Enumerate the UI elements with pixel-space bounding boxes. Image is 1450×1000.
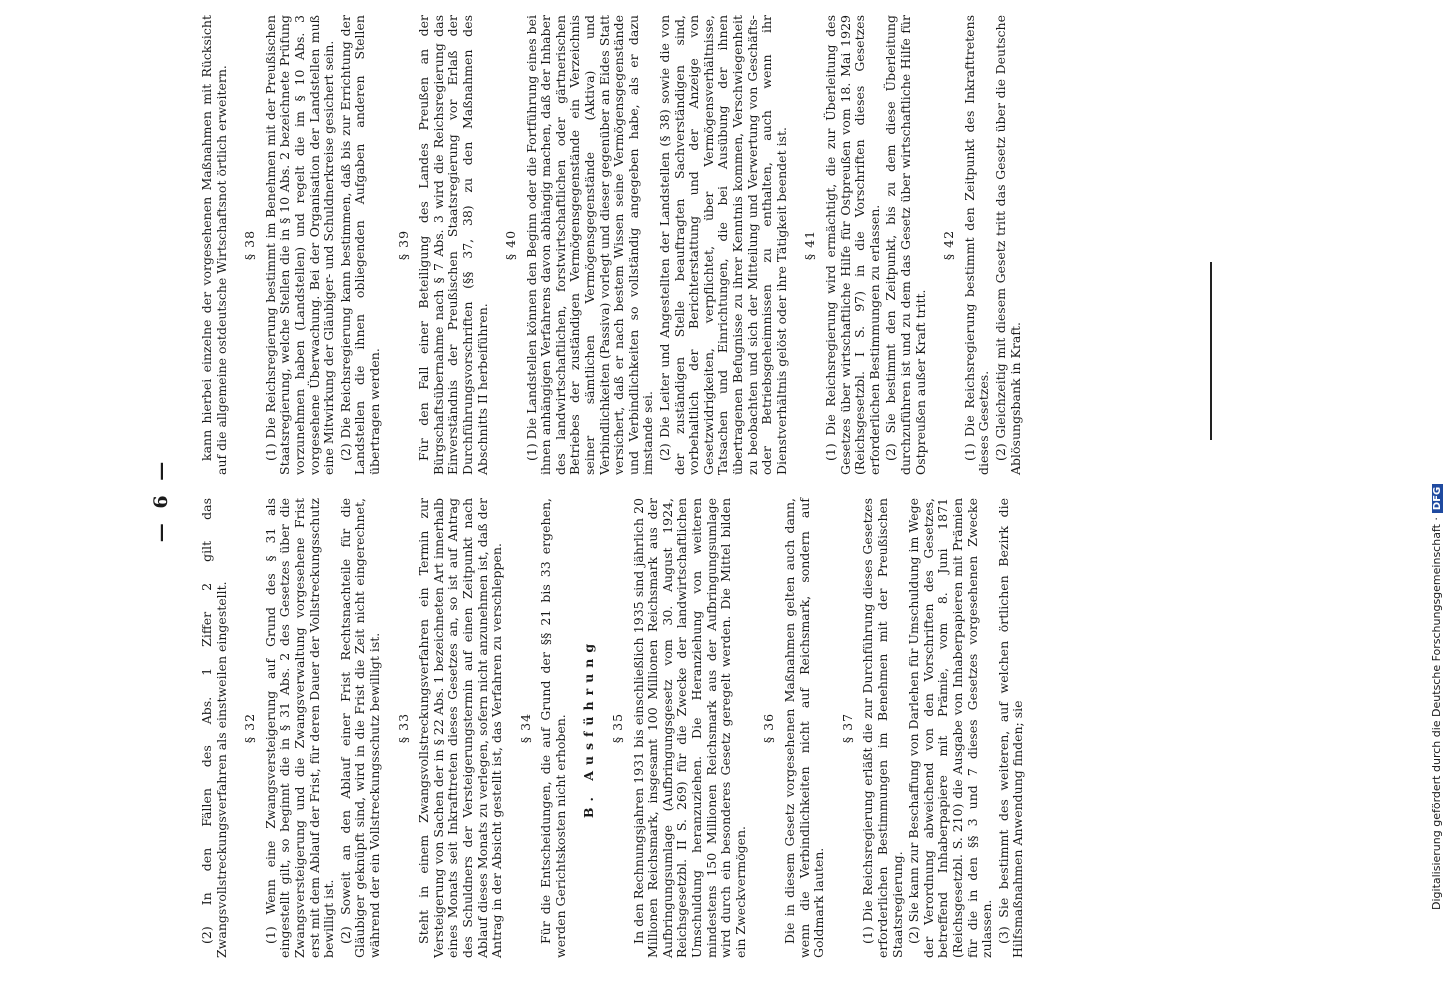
section-heading: § 39 <box>395 229 411 261</box>
dfg-logo: DFG <box>1432 484 1443 513</box>
paragraph: (1) Die Reichsregierung erläßt die zur Durchführung dieses Gesetzes erforderlichen Bestimmungen im Benehmen mit der Preußischen Staatsregierung. <box>860 498 905 958</box>
text-column-left <box>200 498 1028 958</box>
digitization-credit <box>1410 10 1450 990</box>
credit-text: Digitalisierung gefördert durch die Deutsche Forschungsgemeinschaft · <box>1430 517 1443 910</box>
section-heading: § 32 <box>242 712 258 744</box>
section-heading: B. Ausführung <box>581 637 597 819</box>
paragraph: Für den Fall einer Beteiligung des Landes Preußen an der Bürgschaftsübernahme nach § 7 Abs. 3 wird die Reichsregierung das Einverständnis der Preußischen Staatsregierung vor Erlaß der Durchführungsvorschriften (§§ 37, 38) zu den Maßnahmen des Abschnitts II herbeiführen. <box>416 15 490 475</box>
text-column-right <box>200 15 1025 475</box>
paragraph: (2) Sie kann zur Beschaffung von Darlehen für Umschuldung im Wege der Verordnung abweichend von den Vorschriften des Gesetzes, betreffend Inhaberpapiere mit Prämie, vom 8. Juni 1871 (Reichsgesetzbl. S. 210) die Ausgabe von Inhaberpapieren mit Prämien für die in den §§ 3 und 7 dieses Gesetzes vorgesehenen Zwecke zulassen. <box>906 498 995 958</box>
paragraph: (2) In den Fällen des Abs. 1 Ziffer 2 gilt das Zwangsvollstreckungsverfahren als einstweilen eingestellt. <box>199 498 229 958</box>
paragraph: (3) Sie bestimmt des weiteren, auf welchen örtlichen Bezirk die Hilfsmaßnahmen Anwendung finden; sie <box>995 498 1026 958</box>
section-heading: § 37 <box>839 712 855 744</box>
page-number: — 6 — <box>150 457 172 543</box>
end-rule <box>1210 262 1212 440</box>
paragraph: (2) Gleichzeitig mit diesem Gesetz tritt das Gesetz über die Deutsche Ablösungsbank in Kraft. <box>992 15 1023 475</box>
paragraph: Steht in einem Zwangsvollstreckungsverfahren ein Termin zur Versteigerung von Sachen der in § 22 Abs. 1 bezeichneten Art innerhalb eines Monats seit Inkrafttreten dieses Gesetzes an, so ist auf Antrag des Schuldners der Versteigerungstermin auf einen Zeitpunkt nach Ablauf dieses Monats zu verlegen, sofern nicht anzunehmen ist, daß der Antrag in der Absicht gestellt ist, das Verfahren zu verschleppen. <box>416 498 505 958</box>
paragraph: Die in diesem Gesetz vorgesehenen Maßnahmen gelten auch dann, wenn die Verbindlichkeiten nicht auf Reichsmark, sondern auf Goldmark lauten. <box>782 498 827 958</box>
paragraph: Für die Entscheidungen, die auf Grund der §§ 21 bis 33 ergehen, werden Gerichtskosten nicht erhoben. <box>538 498 568 958</box>
paragraph: (2) Die Leiter und Angestellten der Landstellen (§ 38) sowie die von der zuständigen Stelle beauftragten Sachverständigen sind, vorbehaltlich der Berichterstattung und der Anzeige von Gesetzwidrigkeiten, verpflichtet, über Vermögensverhältnisse, Tatsachen und Einrichtungen, die bei Ausübung der ihnen übertragenen Befugnisse zu ihrer Kenntnis kommen, Verschwiegenheit zu beobachten und sich der Mitteilung und Verwertung von Geschäfts- oder Betriebsgeheimnissen zu enthalten, auch wenn ihr Dienstverhältnis gelöst oder ihre Tätigkeit beendet ist. <box>657 15 789 475</box>
section-heading: § 41 <box>802 229 818 261</box>
paragraph: (2) Soweit an den Ablauf einer Frist Rechtsnachteile für die Gläubiger geknüpft sind, wird in die Frist die Zeit nicht eingerechnet, während der ein Vollstreckungsschutz bewilligt ist. <box>337 498 382 958</box>
rotated-page <box>110 0 1290 1000</box>
section-heading: § 38 <box>242 229 258 261</box>
paragraph: (2) Sie bestimmt den Zeitpunkt, bis zu dem diese Überleitung durchzuführen ist und zu dem das Gesetz über wirtschaftliche Hilfe für Ostpreußen außer Kraft tritt. <box>883 15 928 475</box>
paragraph: (1) Die Reichsregierung wird ermächtigt, die zur Überleitung des Gesetzes über wirtschaftliche Hilfe für Ostpreußen vom 18. Mai 1929 (Reichsgesetzbl. I S. 97) in die Vorschriften dieses Gesetzes erforderlichen Bestimmungen zu erlassen. <box>822 15 882 475</box>
section-heading: § 42 <box>941 229 957 261</box>
section-heading: § 33 <box>395 712 411 744</box>
paragraph: (1) Die Reichsregierung bestimmt im Benehmen mit der Preußischen Staatsregierung, welche Stellen die in § 10 Abs. 2 bezeichnete Prüfung vorzunehmen haben (Landstellen) und regelt die im § 10 Abs. 3 vorgesehene Überwachung. Bei der Organisation der Landstellen muß eine Mitwirkung der Gläubiger- und Schuldnerkreise gesichert sein. <box>262 15 337 475</box>
paragraph: In den Rechnungsjahren 1931 bis einschließlich 1935 sind jährlich 20 Millionen Reichsmark, insgesamt 100 Millionen Reichsmark aus der Aufbringungsumlage (Aufbringungsgesetz vom 30. August 1924, Reichsgesetzbl. II S. 269) für die Zwecke der landwirtschaftlichen Umschuldung heranzuziehen. Die Heranziehung von weiteren mindestens 150 Millionen Reichsmark aus der Aufbringungsumlage wird durch ein besonderes Gesetz geregelt werden. Die Mittel bilden ein Zweckvermögen. <box>630 498 748 958</box>
paragraph: kann hierbei einzelne der vorgesehenen Maßnahmen mit Rücksicht auf die allgemeine ostdeutsche Wirtschaftsnot örtlich erweitern. <box>199 15 229 475</box>
paragraph: (1) Die Reichsregierung bestimmt den Zeitpunkt des Inkrafttretens dieses Gesetzes. <box>961 15 992 475</box>
section-heading: § 34 <box>517 712 533 744</box>
paragraph: (1) Wenn eine Zwangsversteigerung auf Grund des § 31 als eingestellt gilt, so beginnt die in § 31 Abs. 2 des Gesetzes über die Zwangsversteigerung und die Zwangsverwaltung vorgesehene Frist erst mit dem Ablauf der Frist, für deren Dauer der Vollstreckungsschutz bewilligt ist. <box>262 498 337 958</box>
section-heading: § 40 <box>503 229 519 261</box>
paragraph: (1) Die Landstellen können den Beginn oder die Fortführung eines bei ihnen anhängigen Verfahrens davon abhängig machen, daß der Inhaber des landwirtschaftlichen, forstwirtschaftlichen oder gärtnerischen Betriebes der zuständigen Vermögensgegenstände ein Verzeichnis seiner sämtlichen Vermögensgegenstände (Aktiva) und Verbindlichkeiten (Passiva) vorlegt und dieser gegenüber an Eides Statt versichert, daß er nach bestem Wissen seine Vermögensgegenstände und Verbindlichkeiten so vollständig angegeben habe, als er dazu imstande sei. <box>523 15 656 475</box>
section-heading: § 36 <box>761 712 777 744</box>
section-heading: § 35 <box>610 712 626 744</box>
paragraph: (2) Die Reichsregierung kann bestimmen, daß bis zur Errichtung der Landstellen die ihnen obliegenden Aufgaben anderen Stellen übertragen werden. <box>337 15 382 475</box>
